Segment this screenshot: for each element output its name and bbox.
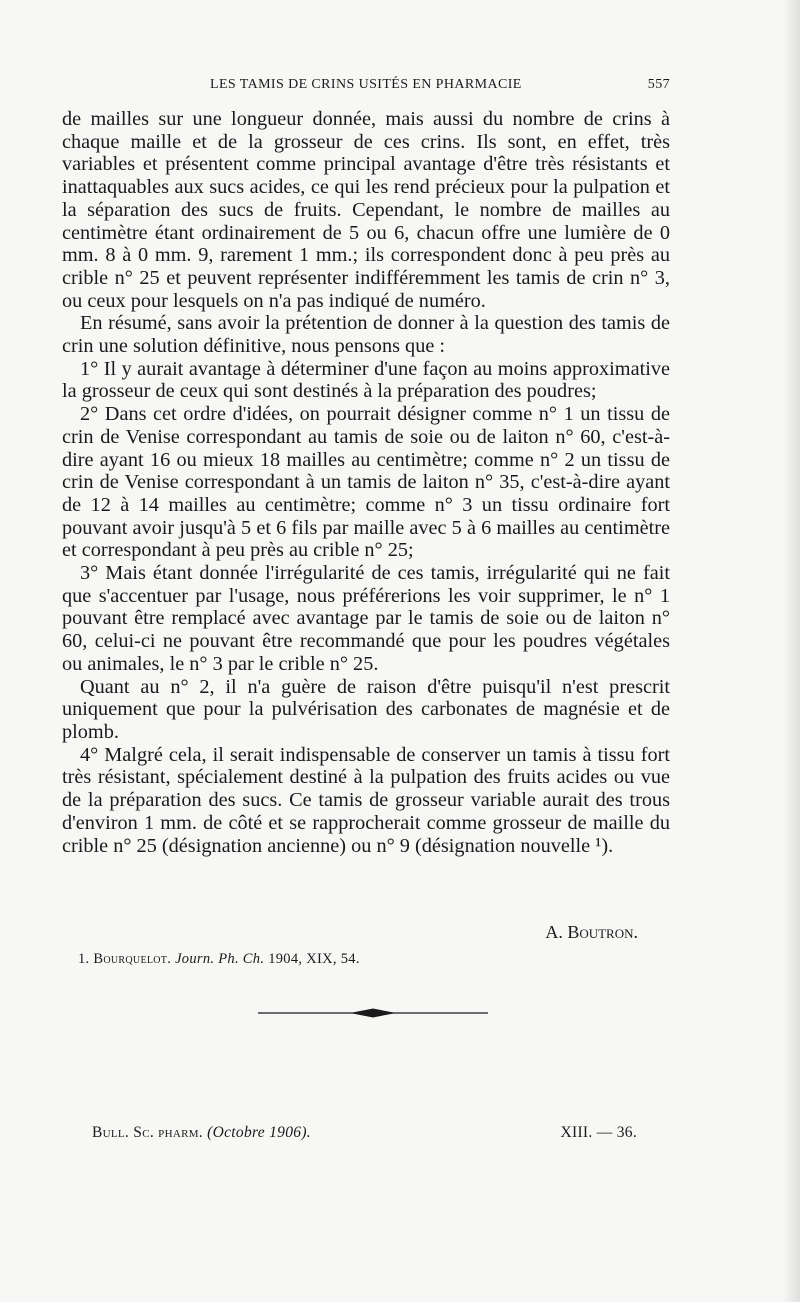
footnote-journal: Journ. Ph. Ch. xyxy=(175,951,265,967)
page-edge-shadow xyxy=(782,0,800,1302)
footer-date: (Octobre 1906). xyxy=(207,1124,311,1141)
body-text xyxy=(62,108,670,857)
footer-sheet-number: XIII. — 36. xyxy=(560,1124,637,1141)
page-number: 557 xyxy=(647,77,670,92)
paragraph-point-3: 3° Mais étant donnée l'irrégularité de ces tamis, irrégularité qui ne fait que s'accentuer par l'usage, nous préférerions les voir supprimer, le n° 1 pouvant être remplacé avec avantage par le tamis de soie ou de laiton n° 60, celui-ci ne pouvant être recommandé que pour les poudres végétales ou animales, le n° 3 par le crible n° 25. xyxy=(62,562,670,675)
paragraph-resume: En résumé, sans avoir la prétention de donner à la question des tamis de crin une solution définitive, nous pensons que : xyxy=(62,312,670,358)
signature-initial: A. xyxy=(545,922,563,942)
running-title: LES TAMIS DE CRINS USITÉS EN PHARMACIE xyxy=(210,77,522,92)
footnote-number: 1. xyxy=(78,951,90,967)
paragraph-point-2: 2° Dans cet ordre d'idées, on pourrait désigner comme n° 1 un tissu de crin de Venise correspondant au tamis de soie ou de laiton n° 60, c'est-à-dire ayant 16 ou mieux 18 mailles au centimètre; comme n° 2 un tissu de crin de Venise correspondant à un tamis de laiton n° 35, c'est-à-dire ayant de 12 à 14 mailles au centimètre; comme n° 3 un tissu ordinaire fort pouvant avoir jusqu'à 5 et 6 fils par maille avec 5 à 6 mailles au centimètre et correspondant à peu près au crible n° 25; xyxy=(62,403,670,562)
footnote-ref: 1904, XIX, 54. xyxy=(268,951,360,967)
paragraph-continuation: de mailles sur une longueur donnée, mais aussi du nombre de crins à chaque maille et de la grosseur de ces crins. Ils sont, en effet, très variables et présentent comme principal avantage d'être très résistants et inattaquables aux sucs acides, ce qui les rend précieux pour la pulpation et la séparation des sucs de fruits. Cependant, le nombre de mailles au centimètre étant ordinairement de 5 ou 6, chacun offre une lumière de 0 mm. 8 à 0 mm. 9, rarement 1 mm.; ils correspondent donc à peu près au crible n° 25 et peuvent représenter indifféremment les tamis de crin n° 3, ou ceux pour lesquels on n'a pas indiqué de numéro. xyxy=(62,108,670,312)
paragraph-quant: Quant au n° 2, il n'a guère de raison d'être puisqu'il n'est prescrit uniquement que pour la pulvérisation des carbonates de magnésie et de plomb. xyxy=(62,675,670,743)
footnote xyxy=(78,951,360,968)
paragraph-point-4: 4° Malgré cela, il serait indispensable de conserver un tamis à tissu fort très résistant, spécialement destiné à la pulpation des fruits acides ou vue de la préparation des sucs. Ce tamis de grosseur variable aurait des trous d'environ 1 mm. de côté et se rapprocherait comme grosseur de maille du crible n° 25 (désignation ancienne) ou n° 9 (désignation nouvelle ¹). xyxy=(62,743,670,857)
footer-journal: Bull. Sc. pharm. xyxy=(92,1124,203,1141)
footnote-author: Bourquelot. xyxy=(93,951,172,967)
author-signature xyxy=(545,922,638,943)
paragraph-point-1: 1° Il y aurait avantage à déterminer d'une façon au moins approximative la grosseur de ceux qui sont destinés à la préparation des poudres; xyxy=(62,357,670,403)
signature-name: Boutron. xyxy=(567,922,638,942)
section-end-ornament xyxy=(258,1007,488,1019)
footer-journal-info xyxy=(92,1124,311,1142)
